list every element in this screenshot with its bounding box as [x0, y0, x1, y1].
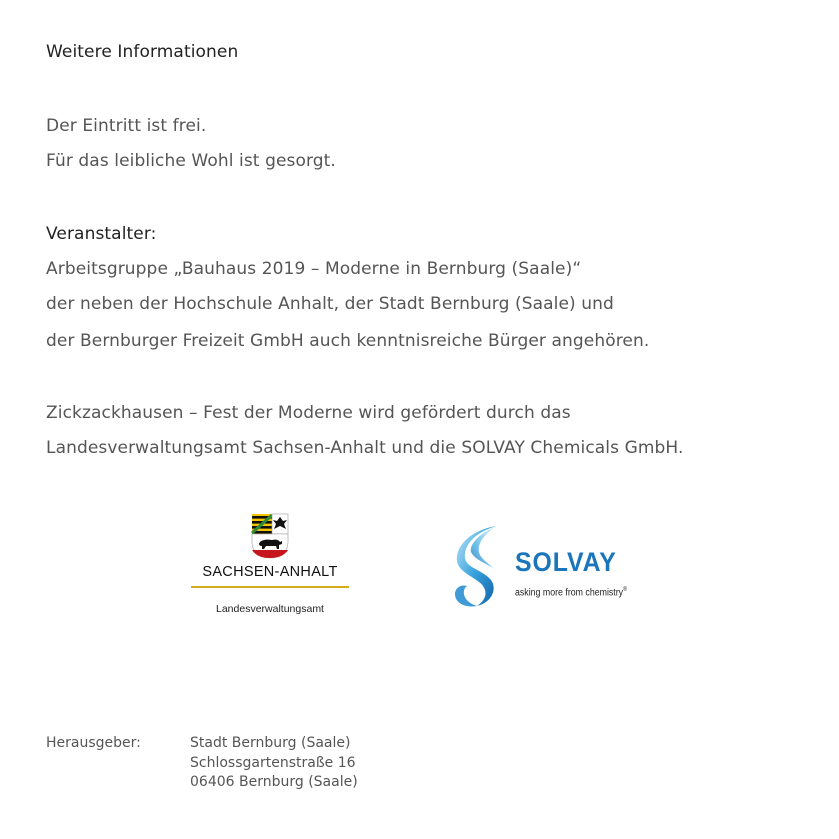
- organizer-line: der Bernburger Freizeit GmbH auch kenntnisreiche Bürger angehören.: [46, 331, 650, 351]
- solvay-wordmark: SOLVAY: [515, 547, 617, 577]
- imprint-label: Herausgeber:: [46, 735, 141, 751]
- solvay-tagline: [515, 587, 627, 598]
- organizer-line: Arbeitsgruppe „Bauhaus 2019 – Moderne in Bernburg (Saale)“: [46, 259, 582, 279]
- logo-divider: [191, 586, 349, 588]
- sachsen-anhalt-subtitle: Landesverwaltungsamt: [216, 603, 324, 615]
- tagline-text: asking more from chemistry: [515, 587, 624, 599]
- funding-line: Zickzackhausen – Fest der Moderne wird gefördert durch das: [46, 403, 571, 423]
- sachsen-anhalt-logo: [190, 512, 352, 622]
- solvay-logo: [453, 522, 649, 610]
- coat-of-arms-icon: [250, 512, 290, 560]
- info-entry-free: Der Eintritt ist frei.: [46, 116, 207, 136]
- registered-mark: ®: [623, 587, 627, 593]
- imprint-address: [190, 734, 358, 793]
- organizer-line: der neben der Hochschule Anhalt, der Stadt Bernburg (Saale) und: [46, 294, 614, 314]
- info-catering: Für das leibliche Wohl ist gesorgt.: [46, 151, 336, 171]
- funding-line: Landesverwaltungsamt Sachsen-Anhalt und die SOLVAY Chemicals GmbH.: [46, 438, 684, 458]
- solvay-s-icon: [453, 522, 503, 608]
- address-line: Stadt Bernburg (Saale): [190, 735, 351, 751]
- sachsen-anhalt-wordmark: SACHSEN-ANHALT: [202, 564, 338, 580]
- address-line: Schlossgartenstraße 16: [190, 754, 356, 771]
- organizer-label: Veranstalter:: [46, 224, 157, 244]
- section-heading: Weitere Informationen: [46, 42, 239, 62]
- address-line: 06406 Bernburg (Saale): [190, 774, 358, 790]
